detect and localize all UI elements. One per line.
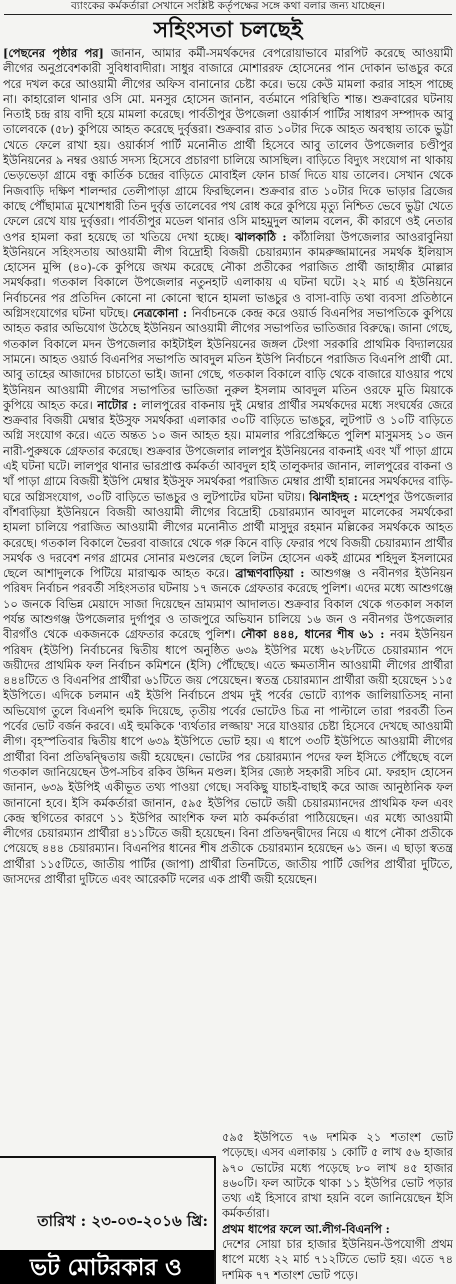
top-continued-line: ব্যাংকের কর্মকর্তারা সেখানে সংশ্লিষ্ট কর্তৃপক্ষের সঙ্গে কথা বলার জন্য যাচ্ছেন। (4, 0, 452, 15)
clipping-date: তারিখ : ২৩-০৩-২০১৬ খ্রি: (37, 1212, 208, 1230)
next-article-banner: ভট মোটরকার ও (0, 1250, 214, 1284)
subhead-first-phase: প্রথম ধাপের ফলে আ.লীগ-বিএনপি : (222, 1221, 390, 1236)
paragraph-9: দেশের সোয়া চার হাজার ইউনিয়ন-উপযোগী প্রথম ধাপে মধ্যে ২২ মার্চ ৭১২টিতে ভোট হয়। এতে ৭৪ দশমিক ৭৭ শতাংশ ভোট পড়ে। (222, 1238, 453, 1282)
paragraph-2: কাঁঠালিয়া উপজেলার আওরাবুনিয়া ইউনিয়নে সহিংসতায় আওয়ামী লীগ বিদ্রোহী বিজয়ী চেয়ারম্যান কামরুজ্জামানের সমর্থক ইলিয়াস হোসেন মুন্সি (৪০)-কে কুপিয়ে জখম করেছে নৌকা প্রতীকের পরাজিত প্রার্থী জাহাঙ্গীর মোল্লার সমর্থকরা। গতকাল বিকালে উপজেলার নতুনহাট এলাকায় এ ঘটনা ঘটে। ২২ মার্চ এ ইউনিয়নে নির্বাচনের পর প্রতিদিন কোনো না কোনো স্থানে হামলা ভাঙচুর ও বাসা-বাড়ি তথা ব্যবসা প্রতিষ্ঠানে অগ্নিসংযোগের ঘটনা ঘটছে। (3, 230, 453, 321)
paragraph-4: লালপুরের বাকনায় দুই মেম্বার প্রার্থীর সমর্থকদের মধ্যে সংঘর্ষের জেরে শুক্রবার বিজয়ী মেম্বার ইউসুফ সমর্থকরা এলাকার ৩০টি বাড়িতে ভাঙচুর, লুটপাট ও ১০টি বাড়িতে অগ্নি সংযোগ করে। এতে অন্তত ১০ জন আহত হয়। মামলার পরিপ্রেক্ষিতে পুলিশ মাসুমসহ ১০ জন নারী-পুরুষকে গ্রেফতার করেছে। শুক্রবার উপজেলার লালপুর ইউনিয়নের বাকনাই এবং খাঁ পাড়া গ্রামে এই ঘটনা ঘটে। লালপুর থানার ভারপ্রাপ্ত কর্মকর্তা আবদুল হাই তালুকদার জানান, লালপুরের বাকনা ও খাঁ পাড়া গ্রামে বিজয়ী ইউপি মেম্বার ইউসুফ সমর্থকরা পরাজিত মেম্বার প্রার্থী হান্নানের সমর্থকদের বাড়ি-ঘরে অগ্নিসংযোগ, ৩০টি বাড়িতে ভাঙচুর ও লুটপাটের ঘটনা ঘটায়। (3, 398, 453, 504)
article-body (3, 46, 453, 1216)
continued-label: [পেছনের পৃষ্ঠার পর] (3, 46, 104, 60)
paragraph-5: মহেশপুর উপজেলার বাঁশবাড়িয়া ইউনিয়নে বিজয়ী আওয়ামী লীগের বিদ্রোহী চেয়ারম্যান আবদুল মালেকের সমর্থকেরা হামলা চালিয়ে পরাজিত আওয়ামী লীগের মনোনীত প্রার্থী মাসুদুর রহমান মল্লিকের সমর্থককে আহত করেছে। গতকাল বিকালে ভৈরবা বাজারে থেকে গরু কিনে বাড়ি ফেরার পথে বিজয়ী চেয়ারম্যান প্রার্থীর সমর্থক ও দরবেশ নগর গ্রামের সোনার মণ্ডলের ছেলে লিটন হোসেন একই গ্রামের শহিদুল ইসলামের ছেলে আশাদুলকে পিটিয়ে মারাত্মক আহত করে। (3, 490, 453, 581)
paragraph-1: জানান, আমার কর্মী-সমর্থকদের বেপরোয়াভাবে মারপিট করেছে আওয়ামী লীগের অনুপ্রবেশকারী সুবিধাবাদীরা। সাধুর বাজারে মোশাররফ হোসেনের পান দোকান ভাঙচুর করে পরে দখল করে আওয়ামী লীগের অফিস বানানোর চেষ্টা করে। ভয়ে কেউ মামলা করার সাহস পাচ্ছে না। কাহারোল থানার ওসি মো. মনসুর হোসেন জানান, বর্তমানে পরিস্থিতি শান্ত। শুক্রবারের ঘটনায় নিতাই চন্দ্র রায় বাদী হয়ে মামলা করেছে। পার্বতীপুর উপজেলা ওয়ার্কার্স পার্টির সাধারণ সম্পাদক আবু তালেবকে (৫৮) কুপিয়ে আহত করেছে দুর্বৃত্তরা। শুক্রবার রাত ১০টার দিকে আহত অবস্থায় তাকে ভুট্টা খেতে ফেলে রাখা হয়। ওয়ার্কার্স পার্টি মনোনীত প্রার্থী হিসেবে আবু তালেব উপজেলার চণ্ডীপুর ইউনিয়নের ৯ নম্বর ওয়ার্ড সদস্য হিসেবে প্রচারণা চালিয়ে আসছিল। বাড়িতে বিদ্যুৎ সংযোগ না থাকায় ভেড়ভেড়া গ্রামে বন্ধু কার্তিক চন্দ্রের বাড়িতে মোবাইল ফোন চার্জ দিতে যায় তালেব। সেখান থেকে নিজবাড়ি দক্ষিণ শালন্দার তেলীপাড়া গ্রামে ফিরছিলেন। শুক্রবার রাত ১০টার দিকে ভাড়ার ব্রিজের কাছে পৌঁছামাত্র মুখোশধারী তিন দুর্বৃত্ত তালেবের পথ রোধ করে কুপিয়ে মৃত্যু নিশ্চিত ভেবে ভুট্টা খেতে ফেলে রেখে যায় দুর্বৃত্তরা। পার্বতীপুর মডেল থানার ওসি মাহমুদুল আলম বলেন, কী কারণে ওই নেতার ওপর হামলা করা হয়েছে তা খতিয়ে দেখা হচ্ছে। (3, 47, 453, 244)
article-headline: সহিংসতা চলছেই (153, 18, 303, 43)
location-label-netrokona: নেত্রকোনা : (132, 306, 188, 321)
location-label-jhenaidah: ঝিনাইদহ : (309, 489, 358, 504)
paragraph-7: নবম ইউনিয়ন পরিষদ (ইউপি) নির্বাচনের দ্বিতীয় ধাপে অনুষ্ঠিত ৬৩৯ ইউপির মধ্যে ৬২৮টিতে চেয়ারম্যান পদে জয়ীদের প্রাথমিক ফল নির্বাচন কমিশনে (ইসি) পৌঁছেছে। এতে ক্ষমতাসীন আওয়ামী লীগের প্রার্থীরা ৪৪৪টিতে ও বিএনপির প্রার্থীরা ৬১টিতে জয় পেয়েছেন। স্বতন্ত্র চেয়ারম্যান প্রার্থীরা জয়ী হয়েছেন ১১৫ ইউপিতে। এদিকে চলমান এই ইউপি নির্বাচনে প্রথম দুই পর্বের ভোটে ব্যাপক জালিয়াতিসহ নানা অভিযোগ তুলে বিএনপি হুমকি দিয়েছে, তৃতীয় পর্বের ভোটেও চিত্র না পাল্টালে তারা পরবর্তী তিন পর্বের ভোট বর্জন করবে। এই হুমকিকে 'ব্যর্থতার লজ্জায়' সরে যাওয়ার চেষ্টা হিসেবে দেখছে আওয়ামী লীগ। বৃহস্পতিবার দ্বিতীয় ধাপে ৬৩৯ ইউপিতে ভোট হয়। এ ধাপে ৩৩টি ইউপিতে আওয়ামী লীগের প্রার্থীরা বিনা প্রতিদ্বন্দ্বিতায় জয়ী হয়েছেন। ভোটের পর চেয়ারম্যান পদের ফল ইসিতে পৌঁছেছে বলে গতকাল জানিয়েছেন উপ-সচিব রকিব উদ্দিন মণ্ডল। ইসির জ্যেষ্ঠ সহকারী সচিব মো. ফরহাদ হোসেন জানান, ৬৩৯ ইউপিই একীভূত তথ্য পাওয়া গেছে। সবকিছু যাচাই-বাছাই করে আজ আনুষ্ঠানিক ফল জানানো হবে। ইসি কর্মকর্তারা জানান, ৫৯৫ ইউপির ভোটে জয়ী চেয়ারম্যানদের প্রাথমিক ফল এবং কেন্দ্র স্থগিতের কারণে ১১ ইউপির আংশিক ফল মাঠ কর্মকর্তারা পাঠিয়েছেন। এর মধ্যে আওয়ামী লীগের চেয়ারম্যান প্রার্থীরা ৪১১টিতে জয়ী হয়েছেন। বিনা প্রতিদ্বন্দ্বীদের নিয়ে এ ধাপে নৌকা প্রতীকে পেয়েছে ৪৪৪ চেয়ারম্যান। বিএনপির ধানের শীষ প্রতীকে চেয়ারম্যান হয়েছেন ৬১ জন। এ ছাড়া স্বতন্ত্র প্রার্থীরা ১১৫টিতে, জাতীয় পার্টির (জাপা) প্রার্থীরা তিনটিতে, জাতীয় পার্টি জেপির প্রার্থীরা দুটিতে, জাসদের প্রার্থীরা দুটিতে এবং আরেকটি দলের এক প্রার্থী জয়ী হয়েছেন। (3, 628, 453, 887)
location-label-jhalokathi: ঝালকাঠি : (235, 229, 287, 244)
right-column (222, 1130, 453, 1284)
paragraph-3: নির্বাচনকে কেন্দ্র করে ওয়ার্ড বিএনপির সভাপতিকে কুপিয়ে আহত করার অভিযোগ উঠেছে ইউনিয়ন আওয়ামী লীগের সভাপতির ভাতিজার বিরুদ্ধে। জানা গেছে, গতকাল বিকালে মদন উপজেলার কাইটাইল ইউনিয়নের জঙ্গল টেংগা সরকারি প্রাথমিক বিদ্যালয়ের সামনে। আহত ওয়ার্ড বিএনপির সভাপতি আবদুল মতিন ইউপি নির্বাচনে পরাজিত বিএনপি প্রার্থী মো. আবু তাহের আজাদের চাচাতো ভাই। জানা গেছে, গতকাল বিকালে বাড়ি থেকে বাজারে যাওয়ার পথে ইউনিয়ন আওয়ামী লীগের সভাপতির ভাতিজা নুরুল ইসলাম আবদুল মতিন ওরফে মুতি মিয়াকে কুপিয়ে আহত করে। (3, 307, 453, 412)
location-label-brahmanbaria: ব্রাহ্মণবাড়িয়া : (235, 566, 305, 581)
paragraph-6: আশুগঞ্জ ও নবীনগর ইউনিয়ন পরিষদ নির্বাচন পরবর্তী সহিংসতার ঘটনায় ১৭ জনকে গ্রেফতার করেছে পুলিশ। এদের মধ্যে আশুগঞ্জে ১০ জনকে বিভিন্ন মেয়াদে সাজা দিয়েছেন ভ্রাম্যমাণ আদালত। শুক্রবার বিকাল থেকে গতকাল সকাল পর্যন্ত আশুগঞ্জ উপজেলার দুর্গাপুর ও তাজপুরে অভিযান চালিয়ে ১৬ জন ও নবীনগর উপজেলার বীরগাঁও থেকে একজনকে গ্রেফতার করেছে পুলিশ। (3, 567, 453, 642)
paragraph-8: ৫৯৫ ইউপিতে ৭৬ দশমিক ২১ শতাংশ ভোট পড়েছে। এসব এলাকায় ১ কোটি ৫ লাখ ৫৬ হাজার ৯৭০ ভোটের মধ্যে পড়েছে ৮০ লাখ ৪৫ হাজার ৪৬০টি। ফল আটকে থাকা ১১ ইউপির ভোট পড়ার তথ্য এই হিসাবে রাখা হয়নি বলে জানিয়েছেন ইসি কর্মকর্তারা। (222, 1131, 453, 1221)
location-label-natore: নাটোর : (97, 397, 137, 412)
section-label-boat-results: নৌকা ৪৪৪, ধানের শীষ ৬১ : (240, 627, 385, 642)
clipping-info-box (0, 1156, 216, 1284)
